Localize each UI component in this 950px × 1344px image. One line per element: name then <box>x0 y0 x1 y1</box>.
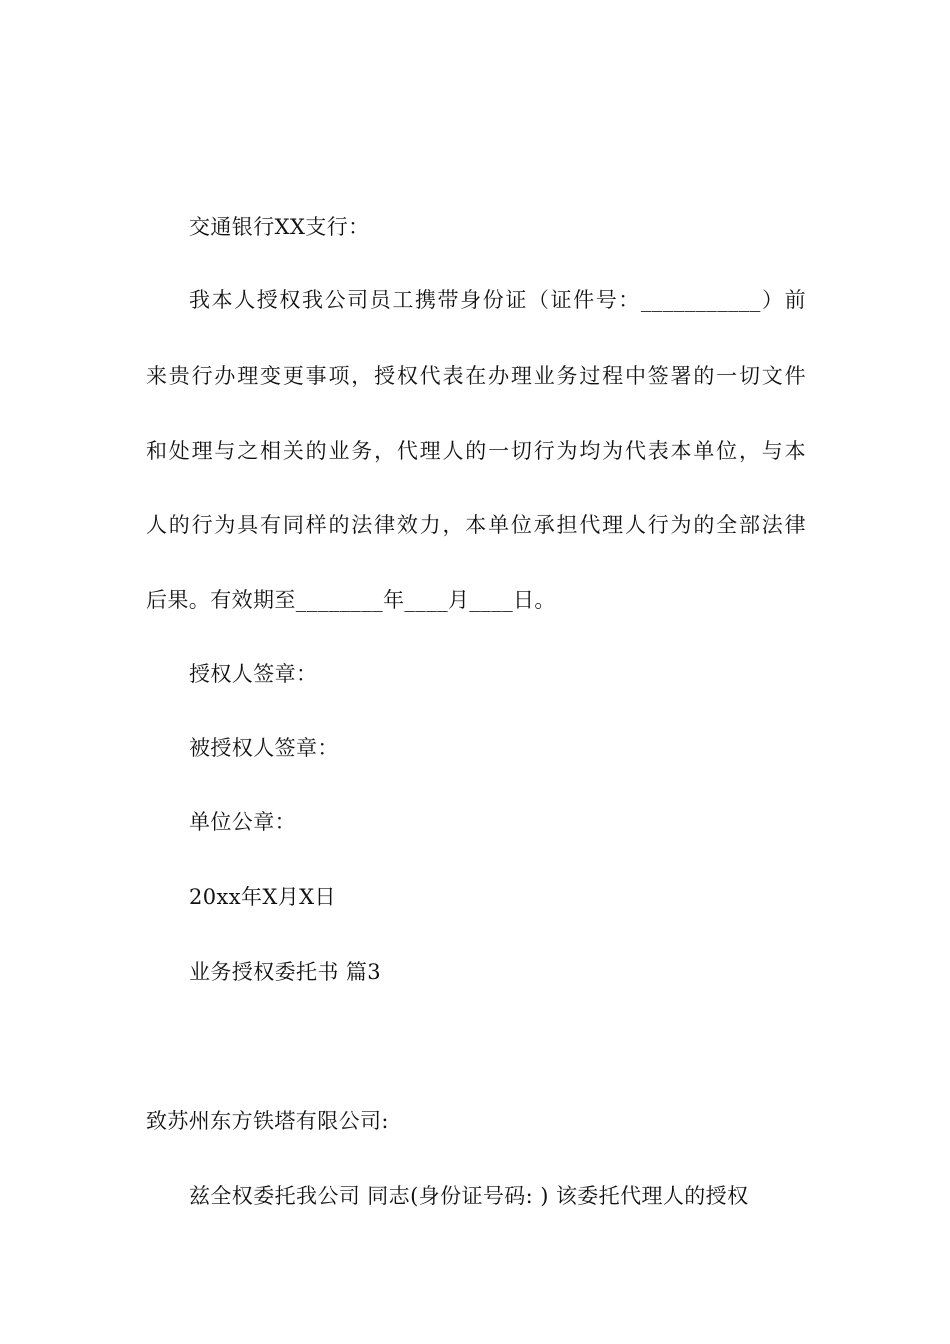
body-line-3: 和处理与之相关的业务，代理人的一切行为均为代表本单位，与本 <box>146 439 806 463</box>
section-heading: 业务授权委托书 篇3 <box>189 960 382 984</box>
body-line-5: 后果。有效期至________年____月____日。 <box>146 588 556 612</box>
salutation-company: 致苏州东方铁塔有限公司: <box>146 1109 389 1133</box>
company-seal: 单位公章： <box>189 810 296 834</box>
body-line-section3-1: 兹全权委托我公司 同志(身份证号码: ) 该委托代理人的授权 <box>189 1184 749 1208</box>
body-line-4: 人的行为具有同样的法律效力，本单位承担代理人行为的全部法律 <box>146 513 806 537</box>
body-line-2: 来贵行办理变更事项，授权代表在办理业务过程中签署的一切文件 <box>146 364 806 388</box>
signature-grantor: 授权人签章： <box>189 662 318 686</box>
document-date: 20xx年X月X日 <box>189 885 336 909</box>
body-line-1: 我本人授权我公司员工携带身份证（证件号：___________）前 <box>189 288 806 312</box>
salutation-bank: 交通银行XX支行： <box>189 215 370 239</box>
signature-grantee: 被授权人签章： <box>189 736 339 760</box>
